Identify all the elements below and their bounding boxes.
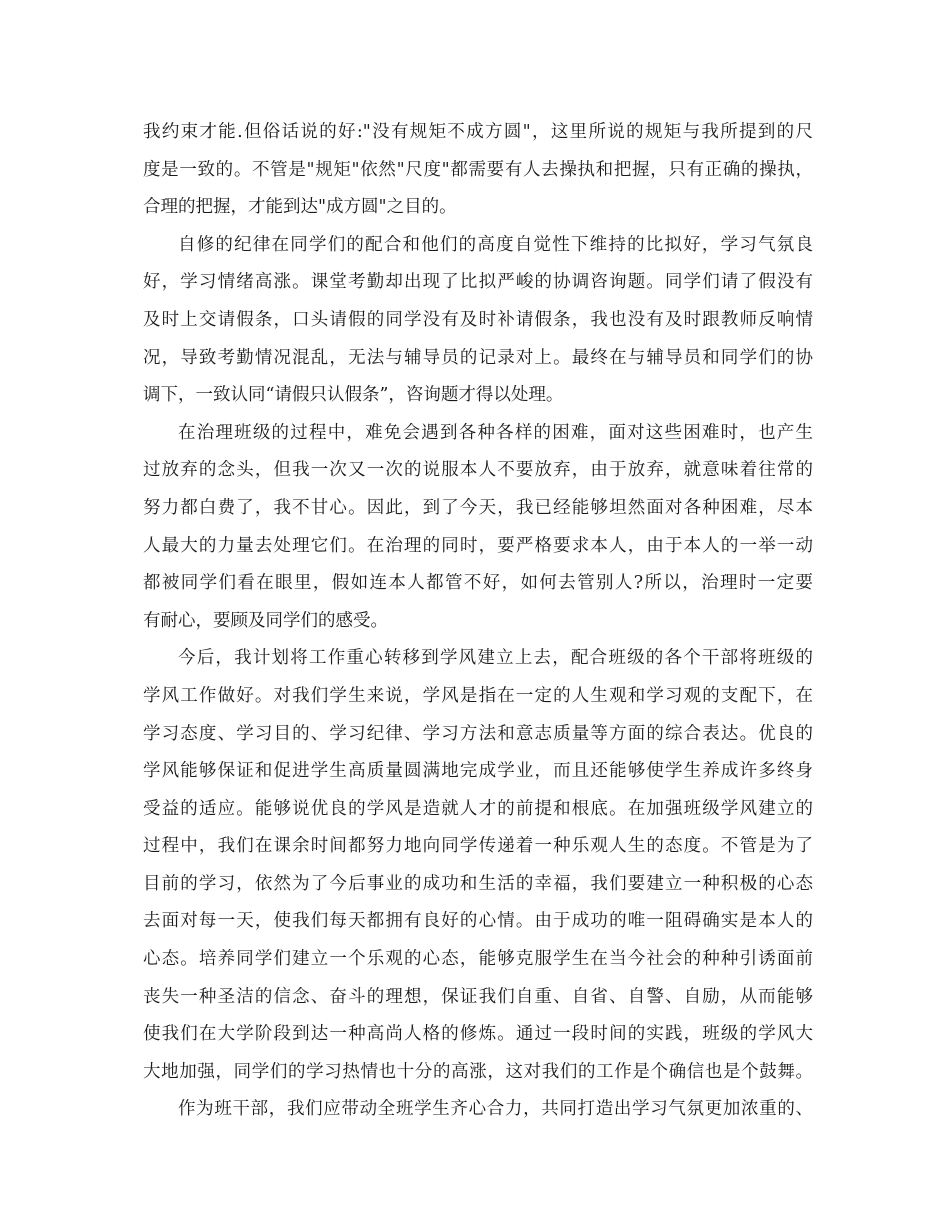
text-line: 心态。培养同学们建立一个乐观的心态，能够克服学生在当今社会的种种引诱面前 <box>143 949 813 970</box>
text-line: 目前的学习，依然为了今后事业的成功和生活的幸福，我们要建立一种积极的心态 <box>143 873 813 894</box>
text-line: 都被同学们看在眼里，假如连本人都管不好，如何去管别人?所以，治理时一定要 <box>143 573 813 594</box>
text-line: 丧失一种圣洁的信念、奋斗的理想，保证我们自重、自省、自警、自励，从而能够 <box>143 986 813 1007</box>
text-line: 及时上交请假条，口头请假的同学没有及时补请假条，我也没有及时跟教师反响情 <box>143 309 813 330</box>
text-line: 过程中，我们在课余时间都努力地向同学传递着一种乐观人生的态度。不管是为了 <box>143 836 813 857</box>
text-line: 去面对每一天，使我们每天都拥有良好的心情。由于成功的唯一阻碍确实是本人的 <box>143 911 813 932</box>
text-line: 我约束才能.但俗话说的好:"没有规矩不成方圆"，这里所说的规矩与我所提到的尺 <box>143 122 813 142</box>
paragraph-first-line: 在治理班级的过程中，难免会遇到各种各样的困难，面对这些困难时，也产生 <box>178 422 813 443</box>
text-line: 调下，一致认同“请假只认假条”，咨询题才得以处理。 <box>143 385 564 406</box>
text-line: 努力都白费了，我不甘心。因此，到了今天，我已经能够坦然面对各种困难，尽本 <box>143 497 813 518</box>
text-line: 受益的适应。能够说优良的学风是造就人才的前提和根底。在加强班级学风建立的 <box>143 798 813 819</box>
text-line: 有耐心，要顾及同学们的感受。 <box>143 610 388 631</box>
paragraph-first-line: 作为班干部，我们应带动全班学生齐心合力，共同打造出学习气氛更加浓重的、 <box>178 1099 813 1120</box>
text-line: 合理的把握，才能到达"成方圆"之目的。 <box>143 197 457 218</box>
text-line: 大地加强，同学们的学习热情也十分的高涨，这对我们的工作是个确信也是个鼓舞。 <box>143 1061 813 1082</box>
paragraph-first-line: 自修的纪律在同学们的配合和他们的高度自觉性下维持的比拟好，学习气氛良 <box>178 234 813 255</box>
document-body <box>143 114 813 1129</box>
text-line: 学风能够保证和促进学生高质量圆满地完成学业，而且还能够使学生养成许多终身 <box>143 761 813 782</box>
text-line: 过放弃的念头，但我一次又一次的说服本人不要放弃，由于放弃，就意味着往常的 <box>143 460 813 481</box>
text-line: 况，导致考勤情况混乱，无法与辅导员的记录对上。最终在与辅导员和同学们的协 <box>143 347 813 368</box>
text-line: 使我们在大学阶段到达一种高尚人格的修炼。通过一段时间的实践，班级的学风大 <box>143 1024 813 1045</box>
paragraph-first-line: 今后，我计划将工作重心转移到学风建立上去，配合班级的各个干部将班级的 <box>178 648 813 669</box>
text-line: 好，学习情绪高涨。课堂考勤却出现了比拟严峻的协调咨询题。同学们请了假没有 <box>143 272 813 293</box>
text-line: 人最大的力量去处理它们。在治理的同时，要严格要求本人，由于本人的一举一动 <box>143 535 813 556</box>
text-line: 学习态度、学习目的、学习纪律、学习方法和意志质量等方面的综合表达。优良的 <box>143 723 813 744</box>
text-line: 度是一致的。不管是"规矩"依然"尺度"都需要有人去操执和把握，只有正确的操执， <box>143 159 813 180</box>
text-line: 学风工作做好。对我们学生来说，学风是指在一定的人生观和学习观的支配下，在 <box>143 685 813 706</box>
